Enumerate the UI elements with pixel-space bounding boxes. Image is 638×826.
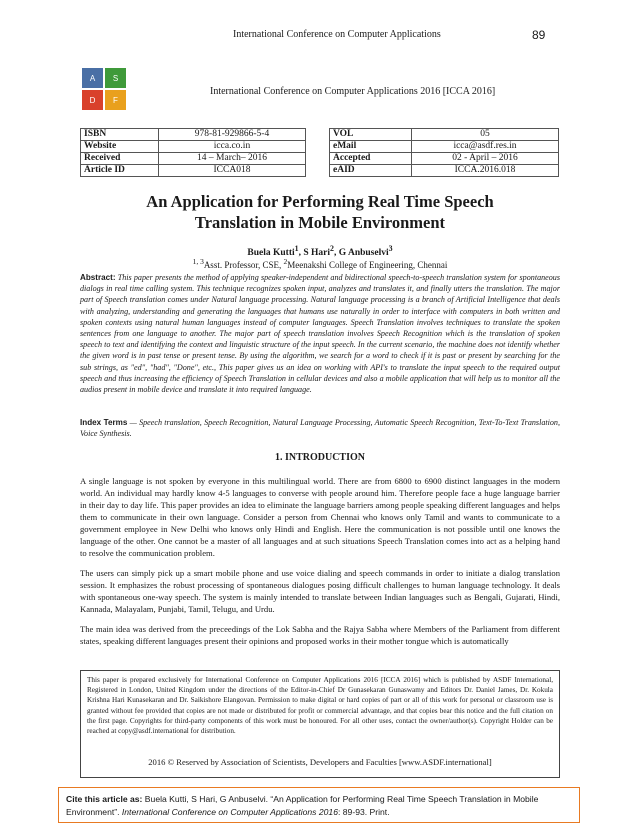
logo-tile-s: S [105,68,126,88]
body-paragraph: The users can simply pick up a smart mobile phone and use voice dialing and speech commands in order to initiate a dialog translation session. It emphasizes the robust processing of spontaneous dialogues posing difficult challenges to human language technology. It deals with spontaneous one-way speech. The system is mainly intended to translate between Indian languages such as Bengali, Gujarati, Hindi, Kannada, Malayalam, Punjabi, Tamil, Telugu, and Urdu. [80,568,560,614]
meta-key: eMail [330,141,412,153]
meta-value: ICCA.2016.018 [412,165,559,177]
affiliation-line [80,257,560,270]
abstract [80,272,560,395]
logo-tile-d: D [82,90,103,110]
author-name: S Hari [303,248,331,259]
meta-value: icca@asdf.res.in [412,141,559,153]
author-sup: 2 [330,244,334,253]
paper-title-line: An Application for Performing Real Time Speech [146,192,494,211]
running-title: International Conference on Computer Applications [233,29,441,40]
index-terms [80,417,560,439]
meta-row [330,129,559,141]
conference-line: International Conference on Computer Applications 2016 [ICCA 2016] [210,86,496,97]
meta-table-left [80,128,306,177]
cite-journal: International Conference on Computer Applications 2016 [121,807,338,817]
meta-value: ICCA018 [159,165,306,177]
index-terms-text: — Speech translation, Speech Recognition, Natural Language Processing, Automatic Speech Recognition, Text-To-Text Translation, Voice Synthesis. [80,418,560,439]
meta-row [81,141,306,153]
meta-value: 05 [412,129,559,141]
meta-row [81,129,306,141]
author-name: G Anbuselvi [338,248,389,259]
meta-value: 14 – March– 2016 [159,153,306,165]
copyright-line: 2016 © Reserved by Association of Scientists, Developers and Faculties [www.ASDF.international] [148,757,492,767]
meta-value: icca.co.in [159,141,306,153]
meta-row [330,165,559,177]
meta-key: Received [81,153,159,165]
author-sup: 3 [388,244,393,253]
cite-this-article-box [58,787,580,823]
logo-tile-a: A [82,68,103,88]
meta-key: Article ID [81,165,159,177]
abstract-label: Abstract: [80,273,116,282]
cite-text: Buela Kutti, S Hari, G Anbuselvi. “An Application for Performing Real Time Speech Translation in Mobile Environment”. [66,794,539,817]
index-terms-label: Index Terms [80,418,128,427]
meta-row [81,153,306,165]
page-number: 89 [532,28,546,42]
affiliation-text: Meenakshi College of Engineering, Chennai [287,260,448,270]
body-paragraph: The main idea was derived from the preceedings of the Lok Sabha and the Rajya Sabha where Members of the Parliament from different states, speaking different languages present their opinions and proposed works in their mother tongue which is automatically [80,624,560,646]
meta-row [330,141,559,153]
meta-value: 02 - April – 2016 [412,153,559,165]
affiliation-sup: 1, 3 [192,257,204,266]
abstract-text: This paper presents the method of applying speaker-independent and bidirectional speech-to-speech translation system for spontaneous dialogs in real time calling system. This technique recognizes spoken input, analyzes and translates it, and finally utters the translation. The major part of Speech translation comes under Natural language processing. Natural language processing is a branch of Artificial Intelligence that deals with analyzing, understanding and generating the languages that humans use naturally in order to interface with computers in both written and spoken contexts using natural human languages instead of computer languages. Speech Translation involves techniques to translate the spoken sentences from one language to another. The major part of speech translation involves Speech Recognition which is the translation of spoken speech to text and identifying the context and linguistic structure of the input speech. In the current scenario, the machine does not identify whether the given word is in past tense or present tense. By using the algorithm, we search for a word to check if it is past or present by searching for the sub strings, as "ed", "had", "Done", etc., This paper gives us an idea on working with API's to translate the input speech to the required output speech and thus increasing the efficiency of Speech Translation in cellular devices and also a mobile application that will help us to monitor all the audios present in mobile device and translate it into required language. [80,273,560,395]
meta-key: ISBN [81,129,159,141]
paper-title [80,191,560,233]
section-heading-introduction: 1. INTRODUCTION [274,452,365,463]
affiliation-text: Asst. Professor, CSE, [203,260,284,270]
meta-value: 978-81-929866-5-4 [159,129,306,141]
meta-key: eAID [330,165,412,177]
copyright-text: This paper is prepared exclusively for International Conference on Computer Applications 2016 [ICCA 2016] which is published by ASDF International, Registered in London, United Kingdom under the directions of the Editor-in-Chief Dr Gunasekaran Gunaswamy and Editors Dr. Daniel James, Dr. Kokula Krishna Hari Kunasekaran and Dr. Saikishore Elangovan. Permission to make digital or hard copies of part or all of this work for personal or classroom use is granted without fee provided that copies are not made or distributed for profit or commercial advantage, and that copies bear this notice and the full citation on the first page. Copyrights for third-party components of this work must be honoured. For all other uses, contact the owner/author(s). Copyright Holder can be reached at copy@asdf.international for distribution. [87,676,553,736]
affiliation-sup: 2 [283,257,288,266]
paper-title-line: Translation in Mobile Environment [194,213,446,232]
copyright-notice-box [80,670,560,778]
logo-tile-f: F [105,90,126,110]
meta-key: VOL [330,129,412,141]
author-sup: 1 [294,244,299,253]
meta-table-right [329,128,559,177]
body-paragraph: A single language is not spoken by everyone in this multilingual world. There are from 6800 to 6900 distinct languages in the modern world. An individual may hardly know 4-5 languages to converse with people around him. Therefore people face a huge language barrier in their day to day life. This paper provides an idea to eliminate the language barriers among people speaking different languages and helps them to communicate in their own language. Consider a person from Chennai who knows only Tamil and wants to communicate to a government employee in New Delhi who knows only Hindi and English. Here the communication is not possible until one knows the language of the other. One cannot be a master of all languages and at such situations Speech Translation comes into act as a helping hand to resolve the communication problem. [80,476,560,558]
meta-row [330,153,559,165]
meta-key: Accepted [330,153,412,165]
cite-label: Cite this article as: [66,794,143,804]
meta-key: Website [81,141,159,153]
cite-pages: : 89-93. Print. [338,807,390,817]
meta-row [81,165,306,177]
running-header [0,29,638,43]
authors-line: Buela Kutti$^1$, S Hari$^2$, G Anbuselvi$^3$ [247,244,393,259]
author-name: Buela Kutti [247,248,295,259]
asdf-logo [82,68,126,110]
